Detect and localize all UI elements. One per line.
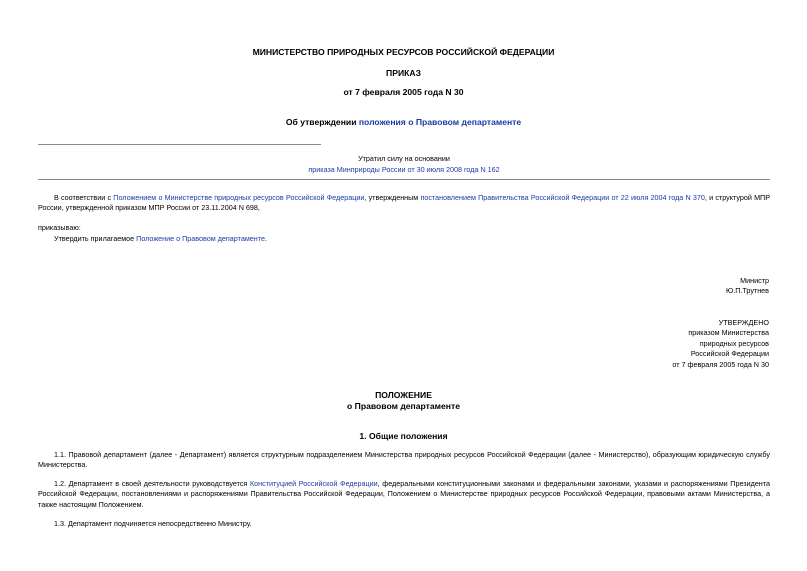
approval-block <box>672 318 769 370</box>
divider-top <box>38 144 321 145</box>
approval-line-1: УТВЕРЖДЕНО <box>718 318 769 327</box>
clause-1-1: 1.1. Правовой департамент (далее - Департамент) является структурным подразделением Министерства природных ресурсов Российской Федерации (далее - Министерство), образующим юридическую службу Министерства. <box>38 450 770 470</box>
subject-link[interactable]: положения о Правовом департаменте <box>358 117 522 127</box>
approval-line-5: от 7 февраля 2005 года N 30 <box>672 359 769 369</box>
status-note-link[interactable]: приказа Минприроды России от 30 июля 2008 года N 162 <box>308 165 500 174</box>
order-text-2: . <box>264 234 267 243</box>
status-note <box>38 165 770 175</box>
document-subject <box>0 116 807 128</box>
clause-1-2-text-1: 1.2. Департамент в своей деятельности руководствуется <box>54 479 250 488</box>
approval-line-4: Российской Федерации <box>690 349 769 359</box>
approved-regulation-link[interactable]: Положение о Правовом департаменте <box>136 234 265 243</box>
document-type: ПРИКАЗ <box>386 68 421 78</box>
approval-line-3: природных ресурсов <box>699 338 769 348</box>
preamble-text-2: , утвержденным <box>364 193 421 202</box>
order-keyword: приказываю: <box>38 223 81 232</box>
regulation-title: ПОЛОЖЕНИЕ <box>375 390 432 400</box>
signature-role: Министр <box>740 276 769 285</box>
subject-prefix: Об утверждении <box>285 117 359 127</box>
divider-bottom <box>38 179 770 180</box>
clause-1-2 <box>38 479 770 510</box>
section-1-heading: 1. Общие положения <box>359 431 448 441</box>
preamble-text-1: В соответствии с <box>54 193 114 202</box>
government-decree-link[interactable]: постановлением Правительства Российской Федерации от 22 июля 2004 года N 370 <box>420 193 705 202</box>
approval-line-2: приказом Министерства <box>688 328 769 338</box>
regulation-link[interactable]: Положением о Министерстве природных ресурсов Российской Федерации <box>113 193 365 202</box>
signature-block <box>726 276 769 297</box>
regulation-subtitle: о Правовом департаменте <box>347 401 460 411</box>
order-text-1: Утвердить прилагаемое <box>54 234 137 243</box>
order-paragraph <box>38 234 770 244</box>
preamble-paragraph <box>38 193 770 214</box>
document-date-number: от 7 февраля 2005 года N 30 <box>343 87 464 97</box>
clause-1-2-text-2: , федеральными конституционными законами и федеральными законами, указами и распоряжениями Президента Российской Федерации, постановлениями и распоряжениями Правительства Российской Федерации, Положением о Министерстве природных ресурсов Российской Федерации, правовыми актами Министерства, а также настоящим Положением. <box>38 479 770 509</box>
status-note-line: Утратил силу на основании <box>358 154 450 163</box>
ministry-title: МИНИСТЕРСТВО ПРИРОДНЫХ РЕСУРСОВ РОССИЙСКОЙ ФЕДЕРАЦИИ <box>252 47 555 57</box>
preamble-text-3: , и структурой МПР России, утвержденной приказом МПР России от 23.11.2004 N 698, <box>38 193 771 213</box>
signature-name: Ю.П.Трутнев <box>726 286 769 296</box>
clause-1-3: 1.3. Департамент подчиняется непосредственно Министру. <box>54 519 252 528</box>
constitution-link[interactable]: Конституцией Российской Федерации <box>249 479 378 488</box>
